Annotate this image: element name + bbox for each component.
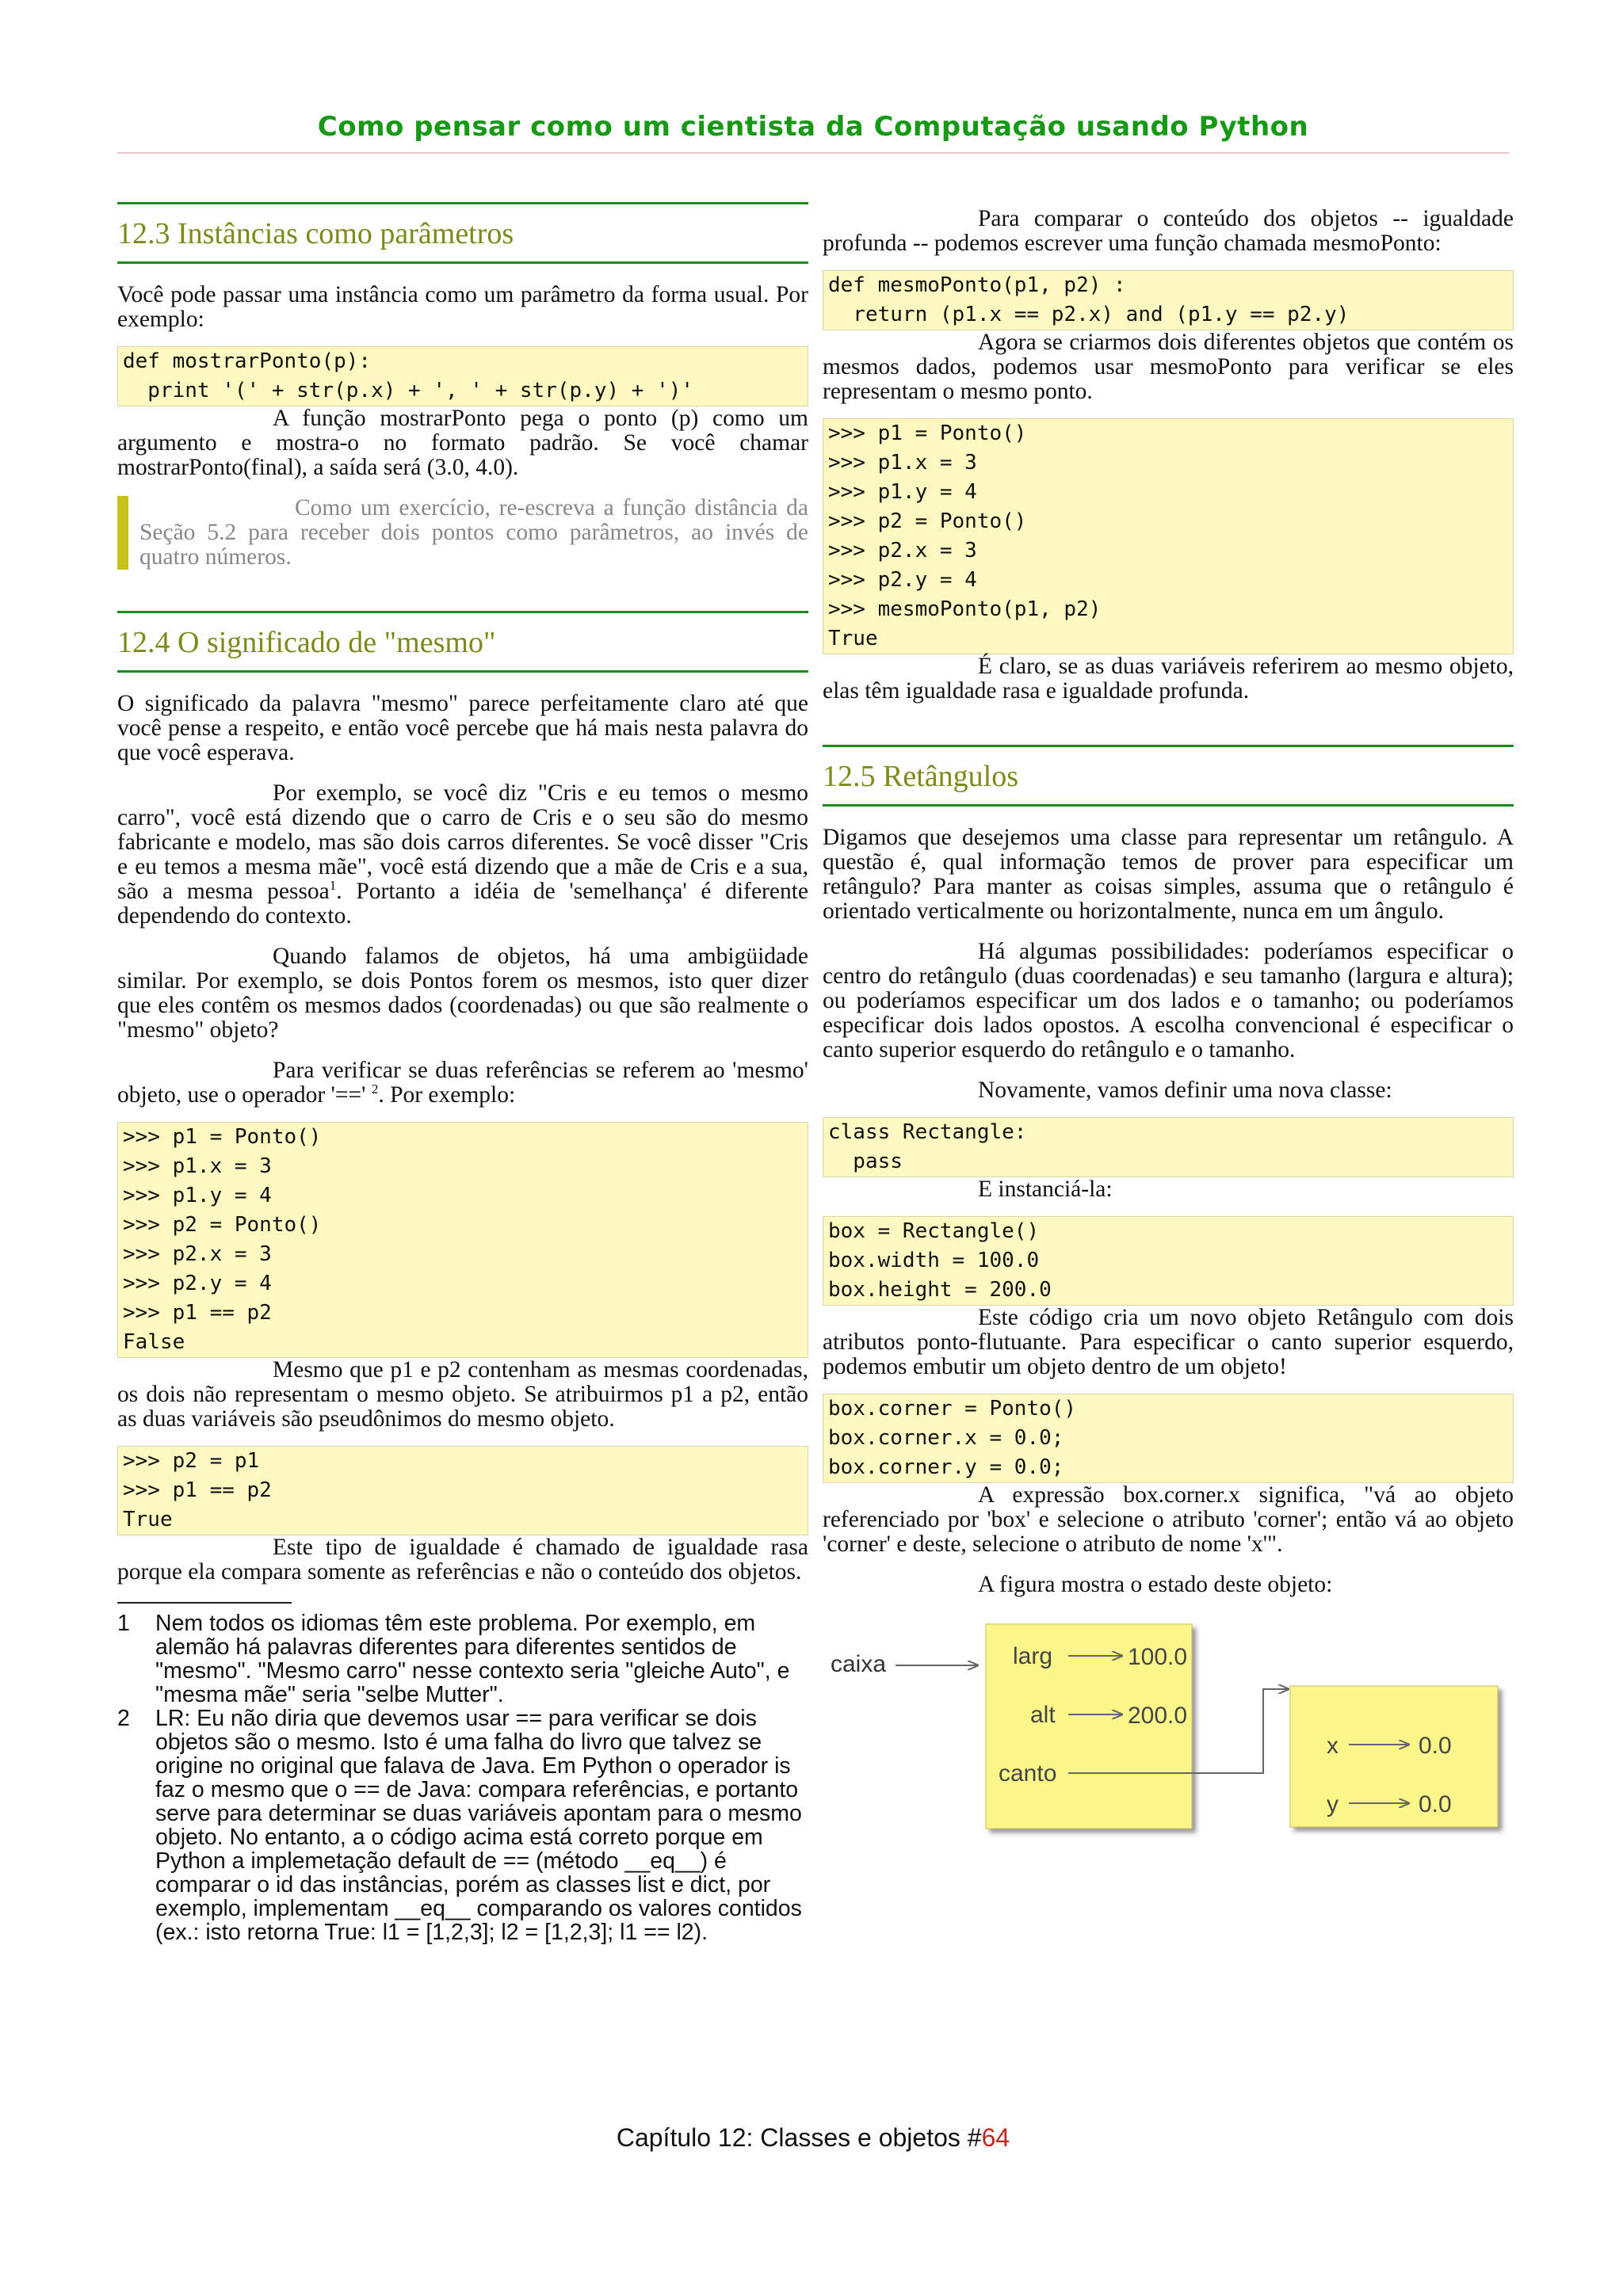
- footnote-text: Nem todos os idiomas têm este problema. Por exemplo, em alemão há palavras diferentes para diferentes sentidos de "mesmo". "Mesmo carro" nesse contexto seria "gleiche Auto", e "mesma mãe" seria "selbe Mutter".: [155, 1611, 790, 1707]
- field-value: 0.0: [1419, 1733, 1452, 1759]
- code-line: >>> mesmoPonto(p1, p2): [828, 597, 1102, 621]
- code-line: False: [123, 1330, 185, 1354]
- code-line: True: [828, 627, 878, 650]
- code-line: >>> p2.x = 3: [123, 1242, 272, 1266]
- code-line: >>> p1.y = 4: [828, 480, 977, 504]
- code-line: pass: [828, 1150, 903, 1173]
- paragraph: É claro, se as duas variáveis referirem ao mesmo objeto, elas têm igualdade rasa e igualdade profunda.: [823, 654, 1514, 704]
- code-line: >>> p2 = Ponto(): [123, 1213, 322, 1237]
- code-line: box.corner.y = 0.0;: [828, 1455, 1064, 1479]
- field-name: alt: [1030, 1702, 1056, 1728]
- paragraph: A figura mostra o estado deste objeto:: [978, 1572, 1333, 1597]
- field-value: 0.0: [1419, 1791, 1452, 1817]
- code-line: box.corner = Ponto(): [828, 1397, 1077, 1421]
- variable-label: caixa: [831, 1651, 887, 1677]
- paragraph: A expressão box.corner.x significa, "vá ao objeto referenciado por 'box' e selecione o atributo 'corner'; então vá ao objeto 'corner' e deste, selecione o atributo de nome 'x'".: [823, 1482, 1514, 1557]
- code-block: [823, 270, 1514, 330]
- code-line: print '(' + str(p.x) + ', ' + str(p.y) + ')': [123, 379, 694, 402]
- field-value: 200.0: [1128, 1703, 1188, 1729]
- section-rule: [117, 670, 808, 673]
- page-footer: [117, 2123, 1509, 2153]
- section-rule: [823, 745, 1514, 747]
- text-run: . Por exemplo:: [378, 1082, 516, 1108]
- paragraph: Novamente, vamos definir uma nova classe:: [978, 1077, 1392, 1103]
- code-block: [117, 346, 808, 406]
- text-run: Por exemplo, se você diz "Cris e eu temos o mesmo carro", você está dizendo que o carro de Cris e o seu são do mesmo fabricante e modelo, mas são dois carros diferentes. Se você disser "Cris e eu temos a mesma mãe", você está dizendo que a mãe de Cris e a sua, são a mesma pessoa: [117, 780, 808, 904]
- exercise-text: Como um exercício, re-escreva a função distância da Seção 5.2 para receber dois pontos como parâmetros, ao invés de quatro números.: [139, 495, 808, 570]
- code-line: >>> p2.x = 3: [828, 539, 977, 563]
- exercise-note: [117, 496, 808, 570]
- code-line: box = Rectangle(): [828, 1219, 1040, 1243]
- code-line: >>> p1 == p2: [123, 1478, 272, 1502]
- object-state-diagram: [823, 1616, 1514, 1846]
- code-line: def mostrarPonto(p):: [123, 349, 372, 373]
- paragraph: Há algumas possibilidades: poderíamos especificar o centro do retângulo (duas coordenadas) e seu tamanho (largura e altura); ou poderíamos especificar um dos lados e o tamanho; ou poderíamos especificar dois lados opostos. A escolha convencional é especificar o canto superior esquerdo do retângulo e o tamanho.: [823, 939, 1514, 1062]
- code-line: >>> p2.y = 4: [828, 568, 977, 592]
- footnote-ref[interactable]: 2: [371, 1081, 379, 1097]
- paragraph: Você pode passar uma instância como um parâmetro da forma usual. Por exemplo:: [117, 282, 808, 332]
- code-line: return (p1.x == p2.x) and (p1.y == p2.y): [828, 303, 1350, 326]
- header-divider: [117, 152, 1509, 154]
- paragraph: Mesmo que p1 e p2 contenham as mesmas coordenadas, os dois não representam o mesmo objeto. Se atribuirmos p1 a p2, então as duas variáveis são pseudônimos do mesmo objeto.: [117, 1357, 808, 1432]
- chapter-label: Capítulo 12: Classes e objetos #: [616, 2123, 982, 2152]
- footnote-number: 1: [117, 1611, 130, 1636]
- footnote-ref[interactable]: 1: [329, 878, 337, 894]
- field-name: y: [1327, 1791, 1338, 1817]
- right-column: [823, 202, 1514, 1850]
- section-rule: [117, 611, 808, 613]
- paragraph: O significado da palavra "mesmo" parece perfeitamente claro até que você pense a respeito, e então você percebe que há mais nesta palavra do que você esperava.: [117, 691, 808, 765]
- section-title-12-5: 12.5 Retângulos: [823, 760, 1018, 793]
- field-name: canto: [999, 1760, 1057, 1787]
- code-line: box.height = 200.0: [828, 1278, 1052, 1302]
- paragraph: E instanciá-la:: [978, 1177, 1113, 1202]
- code-line: >>> p1.x = 3: [123, 1154, 272, 1178]
- code-line: box.corner.x = 0.0;: [828, 1426, 1064, 1450]
- code-line: box.width = 100.0: [828, 1249, 1040, 1272]
- page-number: 64: [981, 2123, 1010, 2152]
- code-line: >>> p1 == p2: [123, 1301, 272, 1325]
- code-line: >>> p2.y = 4: [123, 1272, 272, 1295]
- section-title-12-3: 12.3 Instâncias como parâmetros: [117, 217, 514, 250]
- code-line: >>> p1.y = 4: [123, 1184, 272, 1207]
- section-rule: [823, 804, 1514, 807]
- code-line: def mesmoPonto(p1, p2) :: [828, 273, 1126, 297]
- point-object: [1290, 1686, 1498, 1827]
- field-name: x: [1327, 1733, 1338, 1759]
- code-line: class Rectangle:: [828, 1120, 1027, 1144]
- paragraph: A função mostrarPonto pega o ponto (p) como um argumento e mostra-o no formato padrão. Se você chamar mostrarPonto(final), a saída será (3.0, 4.0).: [117, 406, 808, 480]
- code-block: [823, 1117, 1514, 1177]
- paragraph: Este tipo de igualdade é chamado de igualdade rasa porque ela compara somente as referências e não o conteúdo dos objetos.: [117, 1535, 808, 1585]
- code-block: [823, 1394, 1514, 1483]
- left-column: [117, 202, 808, 1944]
- footnote-number: 2: [117, 1706, 130, 1731]
- paragraph: Digamos que desejemos uma classe para representar um retângulo. A questão é, qual informação temos de prover para especificar um retângulo? Para manter as coisas simples, assuma que o retângulo é orientado verticalmente ou horizontalmente, nunca em um ângulo.: [823, 825, 1514, 924]
- paragraph: Quando falamos de objetos, há uma ambigüidade similar. Por exemplo, se dois Pontos forem os mesmos, isto quer dizer que eles contêm os mesmos dados (coordenadas) ou que são realmente o "mesmo" objeto?: [117, 944, 808, 1043]
- code-line: >>> p1 = Ponto(): [828, 421, 1027, 445]
- paragraph: Este código cria um novo objeto Retângulo com dois atributos ponto-flutuante. Para especificar o canto superior esquerdo, podemos embutir um objeto dentro de um objeto!: [823, 1305, 1514, 1379]
- code-block: [823, 418, 1514, 654]
- paragraph: [117, 781, 808, 929]
- paragraph: [117, 1058, 808, 1108]
- code-block: [823, 1216, 1514, 1306]
- text-run: . Portanto a idéia de 'semelhança' é diferente dependendo do contexto.: [117, 879, 808, 929]
- paragraph: Para comparar o conteúdo dos objetos -- igualdade profunda -- podemos escrever uma função chamada mesmoPonto:: [823, 206, 1514, 256]
- section-rule: [117, 261, 808, 264]
- code-line: >>> p1.x = 3: [828, 451, 977, 475]
- field-value: 100.0: [1128, 1644, 1188, 1670]
- text-run: Para verificar se duas referências se referem ao 'mesmo' objeto, use o operador '==': [117, 1058, 808, 1108]
- code-line: >>> p2 = Ponto(): [828, 509, 1027, 533]
- paragraph: Agora se criarmos dois diferentes objetos que contém os mesmos dados, podemos usar mesmoPonto para verificar se eles representam o mesmo ponto.: [823, 330, 1514, 404]
- footnote: [117, 1611, 808, 1707]
- footnotes: [117, 1611, 808, 1944]
- footnote-text: LR: Eu não diria que devemos usar == para verificar se dois objetos são o mesmo. Isto é uma falha do livro que talvez se origine no original que falava de Java. Em Python o operador is faz o mesmo que o == de Java: compara referências, e portanto serve para determinar se duas variáveis apontam para o mesmo objeto. No entanto, a o código acima está correto porque em Python a implemetação default de == (método __eq__) é comparar o id das instâncias, porém as classes list e dict, por exemplo, implementam __eq__ comparando os valores contidos (ex.: isto retorna True: l1 = [1,2,3]; l2 = [1,2,3]; l1 == l2).: [155, 1706, 802, 1945]
- running-header: Como pensar como um cientista da Computação usando Python: [317, 111, 1309, 143]
- code-block: [117, 1122, 808, 1358]
- code-block: [117, 1446, 808, 1535]
- code-line: >>> p1 = Ponto(): [123, 1125, 322, 1149]
- section-rule: [117, 202, 808, 204]
- code-line: >>> p2 = p1: [123, 1449, 260, 1473]
- section-title-12-4: 12.4 O significado de "mesmo": [117, 626, 496, 659]
- footnote-divider: [117, 1602, 292, 1604]
- field-name: larg: [1013, 1643, 1053, 1669]
- footnote: [117, 1707, 808, 1944]
- code-line: True: [123, 1508, 173, 1531]
